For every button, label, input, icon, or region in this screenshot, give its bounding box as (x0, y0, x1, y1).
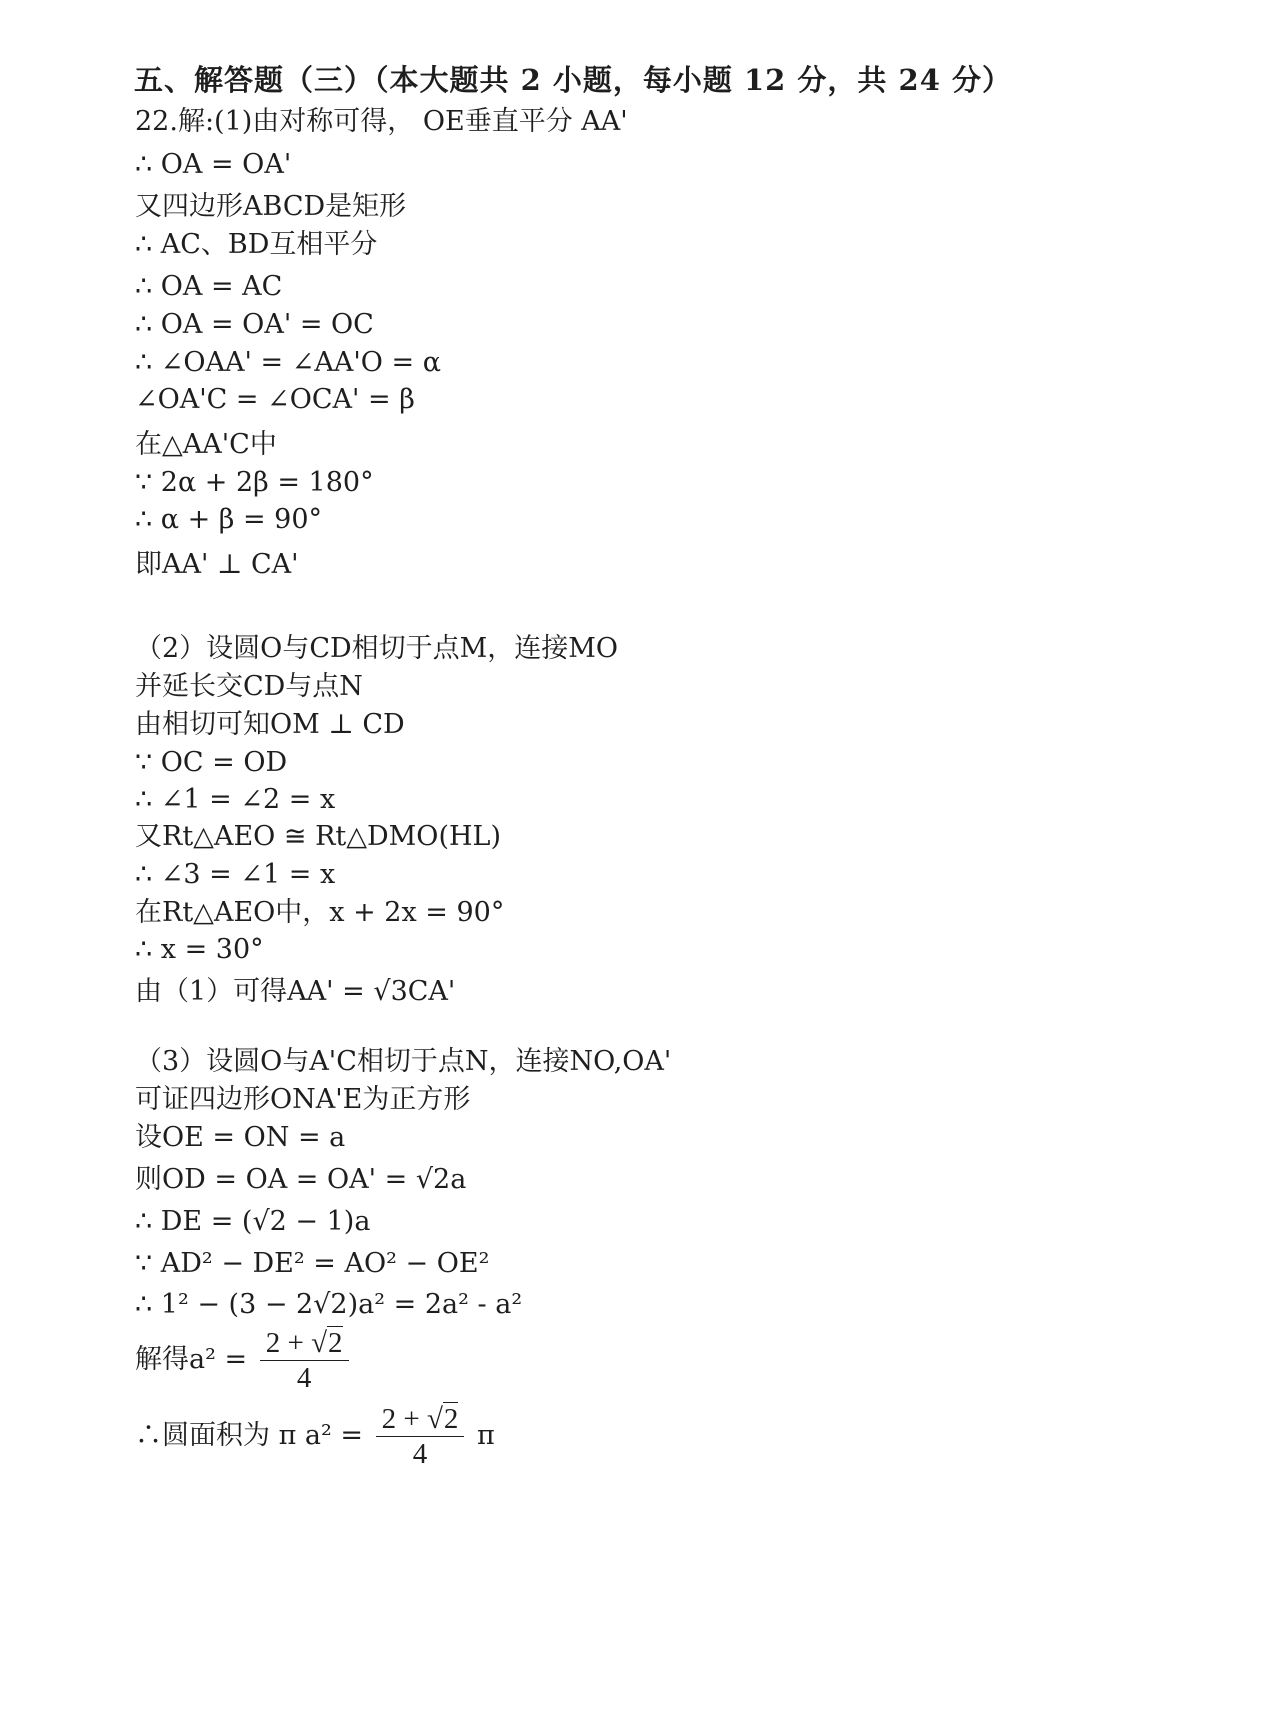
part1-line-1: 22.解:(1)由对称可得， OE垂直平分 AA' (135, 106, 628, 137)
part2-line-1: （2）设圆O与CD相切于点M，连接MO (135, 633, 619, 664)
solve-fraction (260, 1326, 349, 1395)
area-denominator: 4 (412, 1438, 428, 1470)
part3-line-6: ∵ AD² − DE² = AO² − OE² (135, 1248, 490, 1279)
part2-line-5: ∴ ∠1 = ∠2 = x (135, 784, 336, 815)
part1-line-7: ∴ ∠OAA' = ∠AA'O = α (135, 347, 441, 378)
part1-line-6: ∴ OA = OA' = OC (135, 309, 374, 340)
part1-line-8: ∠OA'C = ∠OCA' = β (135, 384, 415, 415)
part3-line-5: ∴ DE = (√2 − 1)a (135, 1206, 371, 1237)
part2-line-10: 由（1）可得AA' = √3CA' (135, 976, 456, 1007)
part2-line-3: 由相切可知OM ⊥ CD (135, 709, 405, 740)
part2-line-8: 在Rt△AEO中，x + 2x = 90° (135, 897, 505, 928)
part1-line-3: 又四边形ABCD是矩形 (135, 191, 407, 222)
part3-line-3: 设OE = ON = a (135, 1122, 346, 1153)
area-numerator-radicand: 2 (443, 1403, 459, 1435)
area-numerator-a: 2 + (381, 1403, 420, 1435)
part2-line-4: ∵ OC = OD (135, 747, 288, 778)
solve-numerator (260, 1326, 349, 1361)
solve-denominator: 4 (296, 1362, 312, 1394)
area-prefix: ∴圆面积为 π a² = (135, 1420, 364, 1451)
part1-line-10: ∵ 2α + 2β = 180° (135, 467, 374, 498)
solve-numerator-a: 2 + (265, 1327, 304, 1359)
area-line (135, 1402, 495, 1471)
part2-line-6: 又Rt△AEO ≅ Rt△DMO(HL) (135, 821, 501, 852)
part3-line-2: 可证四边形ONA'E为正方形 (135, 1084, 471, 1115)
area-numerator (376, 1402, 465, 1437)
part2-line-2: 并延长交CD与点N (135, 671, 363, 702)
part1-line-2: ∴ OA = OA' (135, 149, 292, 180)
part2-line-9: ∴ x = 30° (135, 934, 264, 965)
part3-line-4: 则OD = OA = OA' = √2a (135, 1164, 467, 1195)
solve-prefix: 解得a² = (135, 1344, 248, 1375)
part1-line-5: ∴ OA = AC (135, 271, 283, 302)
sqrt-symbol: √2 (311, 1327, 343, 1359)
part3-line-1: （3）设圆O与A'C相切于点N，连接NO,OA' (135, 1046, 672, 1077)
part3-line-7: ∴ 1² − (3 − 2√2)a² = 2a² - a² (135, 1289, 523, 1320)
area-suffix: π (477, 1420, 495, 1451)
part1-line-12: 即AA' ⊥ CA' (135, 549, 299, 580)
part1-line-4: ∴ AC、BD互相平分 (135, 229, 378, 260)
area-fraction (376, 1402, 465, 1471)
solve-line (135, 1326, 353, 1395)
part2-line-7: ∴ ∠3 = ∠1 = x (135, 859, 336, 890)
part1-line-11: ∴ α + β = 90° (135, 504, 323, 535)
solve-numerator-radicand: 2 (328, 1327, 343, 1359)
part1-line-9: 在△AA'C中 (135, 429, 277, 460)
sqrt-symbol: √2 (427, 1403, 459, 1435)
section-heading: 五、解答题（三）（本大题共 2 小题，每小题 12 分，共 24 分） (134, 63, 1012, 97)
